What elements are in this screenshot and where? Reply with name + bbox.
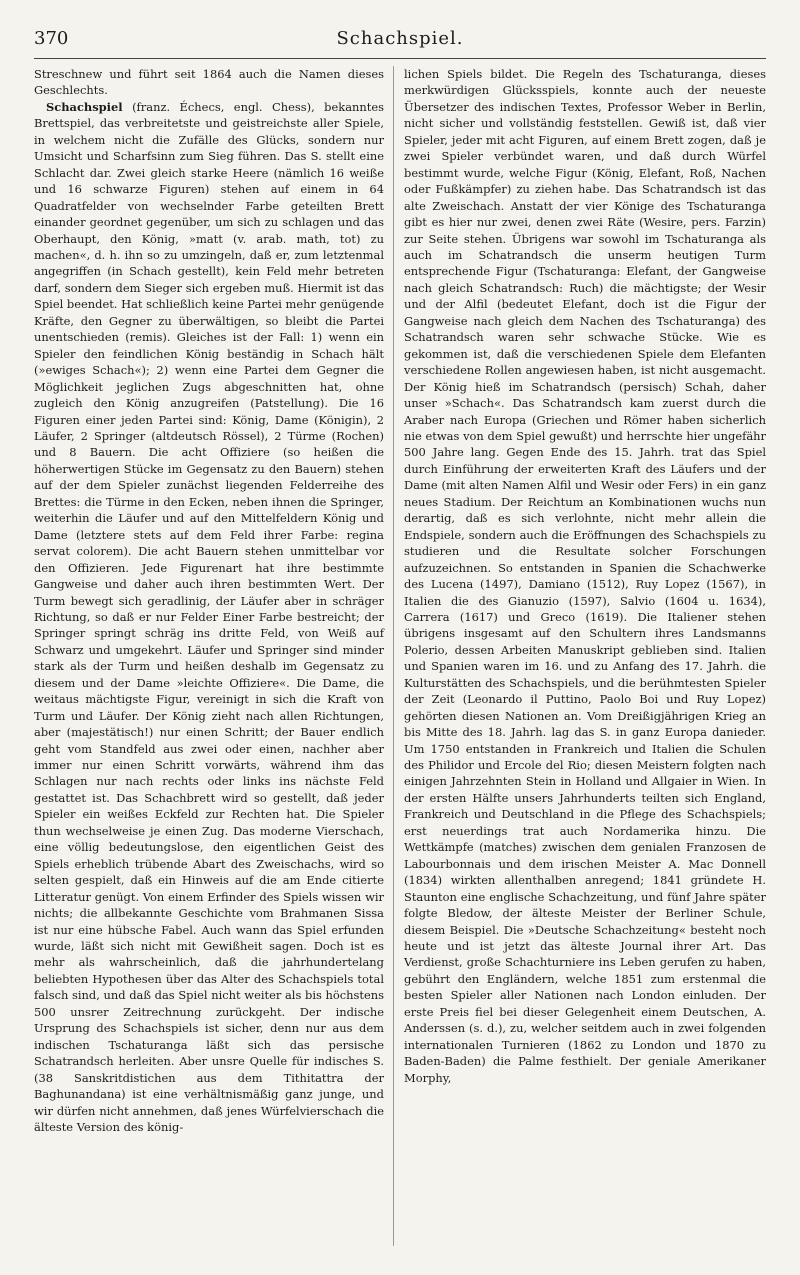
left-column	[34, 66, 384, 1135]
entry-schachspiel	[34, 99, 384, 1136]
running-title: Schachspiel.	[336, 28, 464, 49]
header-rule	[34, 58, 766, 59]
page-number: 370	[34, 28, 69, 49]
entry-body: (franz. Échecs, engl. Chess), bekanntes Brettspiel, das verbreitetste und geistreichste aller Spiele, in welchem nicht die Zufälle des Glücks, sondern nur Umsicht und Scharfsinn zum Sieg führen. Das S. stellt eine Schlacht dar. Zwei gleich starke Heere (nämlich 16 weiße und 16 schwarze Figuren) stehen auf einem in 64 Quadratfelder von wechselnder Farbe geteilten Brett einander geordnet gegenüber, um sich zu schlagen und das Oberhaupt, den König, »matt (v. arab. math, tot) zu machen«, d. h. ihn so zu umzingeln, daß er, zum letztenmal angegriffen (in Schach gestellt), kein Feld mehr betreten darf, sondern dem Sieger sich ergeben muß. Hiermit ist das Spiel beendet. Hat schließlich keine Partei mehr genügende Kräfte, den Gegner zu überwältigen, so bleibt die Partei unentschieden (remis). Gleiches ist der Fall: 1) wenn ein Spieler den feindlichen König beständig in Schach hält (»ewiges Schach«); 2) wenn eine Partei dem Gegner die Möglichkeit jeglichen Zugs abgeschnitten hat, ohne zugleich den König anzugreifen (Patstellung). Die 16 Figuren einer jeden Partei sind: König, Dame (Königin), 2 Läufer, 2 Springer (altdeutsch Rössel), 2 Türme (Rochen) und 8 Bauern. Die acht Offiziere (so heißen die höherwertigen Stücke im Gegensatz zu den Bauern) stehen auf der dem Spieler zunächst liegenden Felderreihe des Brettes: die Türme in den Ecken, neben ihnen die Springer, weiterhin die Läufer und auf den Mittelfeldern König und Dame (letztere stets auf dem Feld ihrer Farbe: regina servat colorem). Die acht Bauern stehen unmittelbar vor den Offizieren. Jede Figurenart hat ihre bestimmte Gangweise und daher auch ihren bestimmten Wert. Der Turm bewegt sich geradlinig, der Läufer aber in schräger Richtung, so daß er nur Felder Einer Farbe bestreicht; der Springer springt schräg ins dritte Feld, von Weiß auf Schwarz und umgekehrt. Läufer und Springer sind minder stark als der Turm und heißen deshalb im Gegensatz zu diesem und der Dame »leichte Offiziere«. Die Dame, die weitaus mächtigste Figur, vereinigt in sich die Kraft von Turm und Läufer. Der König zieht nach allen Richtungen, aber (majestätisch!) nur einen Schritt; der Bauer endlich geht vom Standfeld aus zwei oder einen, nachher aber immer nur einen Schritt vorwärts, während ihm das Schlagen nur nach rechts oder links ins nächste Feld gestattet ist. Das Schachbrett wird so gestellt, daß jeder Spieler ein weißes Eckfeld zur Rechten hat. Die Spieler thun wechselweise je einen Zug. Das moderne Vierschach, eine völlig bedeutungslose, den eigentlichen Geist des Spiels erheblich trübende Abart des Zweischachs, wird so selten gespielt, daß ein Hinweis auf die am Ende citierte Litteratur genügt. Von einem Erfinder des Spiels wissen wir nichts; die allbekannte Geschichte vom Brahmanen Sissa ist nur eine hübsche Fabel. Auch wann das Spiel erfunden wurde, läßt sich nicht mit Gewißheit sagen. Doch ist es mehr als wahrscheinlich, daß die jahrhundertelang beliebten Hypothesen über das Alter des Schachspiels total falsch sind, und daß das Spiel nicht weiter als bis höchstens 500 unsrer Zeitrechnung zurückgeht. Der indische Ursprung des Schachspiels ist sicher, denn nur aus dem indischen Tschaturanga läßt sich das persische Schatrandsch herleiten. Aber unsre Quelle für indisches S. (38 Sanskritdistichen aus dem Tithitattra der Baghunandana) ist eine verhältnismäßig ganz junge, und wir dürfen nicht annehmen, daß jenes Würfelvierschach die älteste Version des könig-	[34, 99, 384, 1134]
entry-body-continued: lichen Spiels bildet. Die Regeln des Tschaturanga, dieses merkwürdigen Glücksspiels, konnte auch der neueste Übersetzer des indischen Textes, Professor Weber in Berlin, nicht sicher und vollständig feststellen. Gewiß ist, daß vier Spieler, jeder mit acht Figuren, auf einem Brett zogen, daß je zwei Spieler verbündet waren, und daß durch Würfel bestimmt wurde, welche Figur (König, Elefant, Roß, Nachen oder Fußkämpfer) zu ziehen habe. Das Schatrandsch ist das alte Zweischach. Anstatt der vier Könige des Tschaturanga gibt es hier nur zwei, denen zwei Räte (Wesire, pers. Farzin) zur Seite stehen. Übrigens war sowohl im Tschaturanga als auch im Schatrandsch die unserm heutigen Turm entsprechende Figur (Tschaturanga: Elefant, der Gangweise nach gleich Schatrandsch: Ruch) die mächtigste; der Wesir und der Alfil (bedeutet Elefant, doch ist die Figur der Gangweise nach gleich dem Nachen des Tschaturanga) des Schatrandsch waren sehr schwache Stücke. Wie es gekommen ist, daß die verschiedenen Spiele dem Elefanten verschiedene Rollen angewiesen haben, ist nicht ausgemacht. Der König hieß im Schatrandsch (persisch) Schah, daher unser »Schach«. Das Schatrandsch kam zuerst durch die Araber nach Europa (Griechen und Römer haben sicherlich nie etwas von dem Spiel gewußt) und herrschte hier ungefähr 500 Jahre lang. Gegen Ende des 15. Jahrh. trat das Spiel durch Einführung der erweiterten Kraft des Läufers und der Dame (mit alten Namen Alfil und Wesir oder Fers) in ein ganz neues Stadium. Der Reichtum an Kombinationen wuchs nun derartig, daß es sich verlohnte, nicht mehr allein die Endspiele, sondern auch die Eröffnungen des Schachspiels zu studieren und die Resultate solcher Forschungen aufzuzeichnen. So entstanden in Spanien die Schachwerke des Lucena (1497), Damiano (1512), Ruy Lopez (1567), in Italien die des Gianuzio (1597), Salvio (1604 u. 1634), Carrera (1617) und Greco (1619). Die Italiener stehen übrigens insgesamt auf den Schultern ihres Landsmanns Polerio, dessen Arbeiten Manuskript geblieben sind. Italien und Spanien waren im 16. und zu Anfang des 17. Jahrh. die Kulturstätten des Schachspiels, und die berühmtesten Spieler der Zeit (Leonardo il Puttino, Paolo Boi und Ruy Lopez) gehörten diesen Nationen an. Vom Dreißigjährigen Krieg an bis Mitte des 18. Jahrh. lag das S. in ganz Europa danieder. Um 1750 entstanden in Frankreich und Italien die Schulen des Philidor und Ercole del Rio; diesen Meistern folgten nach einigen Jahrzehnten Stein in Holland und Allgaier in Wien. In der ersten Hälfte unsers Jahrhunderts teilten sich England, Frankreich und Deutschland in die Pflege des Schachspiels; erst neuerdings trat auch Nordamerika hinzu. Die Wettkämpfe (matches) zwischen dem genialen Franzosen de Labourbonnais und dem irischen Meister A. Mac Donnell (1834) wirkten allenthalben anregend; 1841 gründete H. Staunton eine englische Schachzeitung, und fünf Jahre später folgte Bledow, der älteste Meister der Berliner Schule, diesem Beispiel. Die »Deutsche Schachzeitung« besteht noch heute und ist jetzt das älteste Journal ihrer Art. Das Verdienst, große Schachturniere ins Leben gerufen zu haben, gebührt den Engländern, welche 1851 zum erstenmal die besten Spieler aller Nationen nach London einluden. Der erste Preis fiel bei dieser Gelegenheit einem Deutschen, A. Anderssen (s. d.), zu, welcher seitdem auch in zwei folgenden internationalen Turnieren (1862 zu London und 1870 zu Baden-Baden) die Palme festhielt. Der geniale Amerikaner Morphy,	[404, 67, 766, 1085]
page-header	[34, 28, 766, 58]
column-divider	[393, 66, 394, 1246]
lemma-schachspiel: Schachspiel	[46, 99, 123, 114]
right-column	[404, 66, 766, 1086]
entry-continuation: Streschnew und führt seit 1864 auch die Namen dieses Geschlechts.	[34, 67, 384, 98]
